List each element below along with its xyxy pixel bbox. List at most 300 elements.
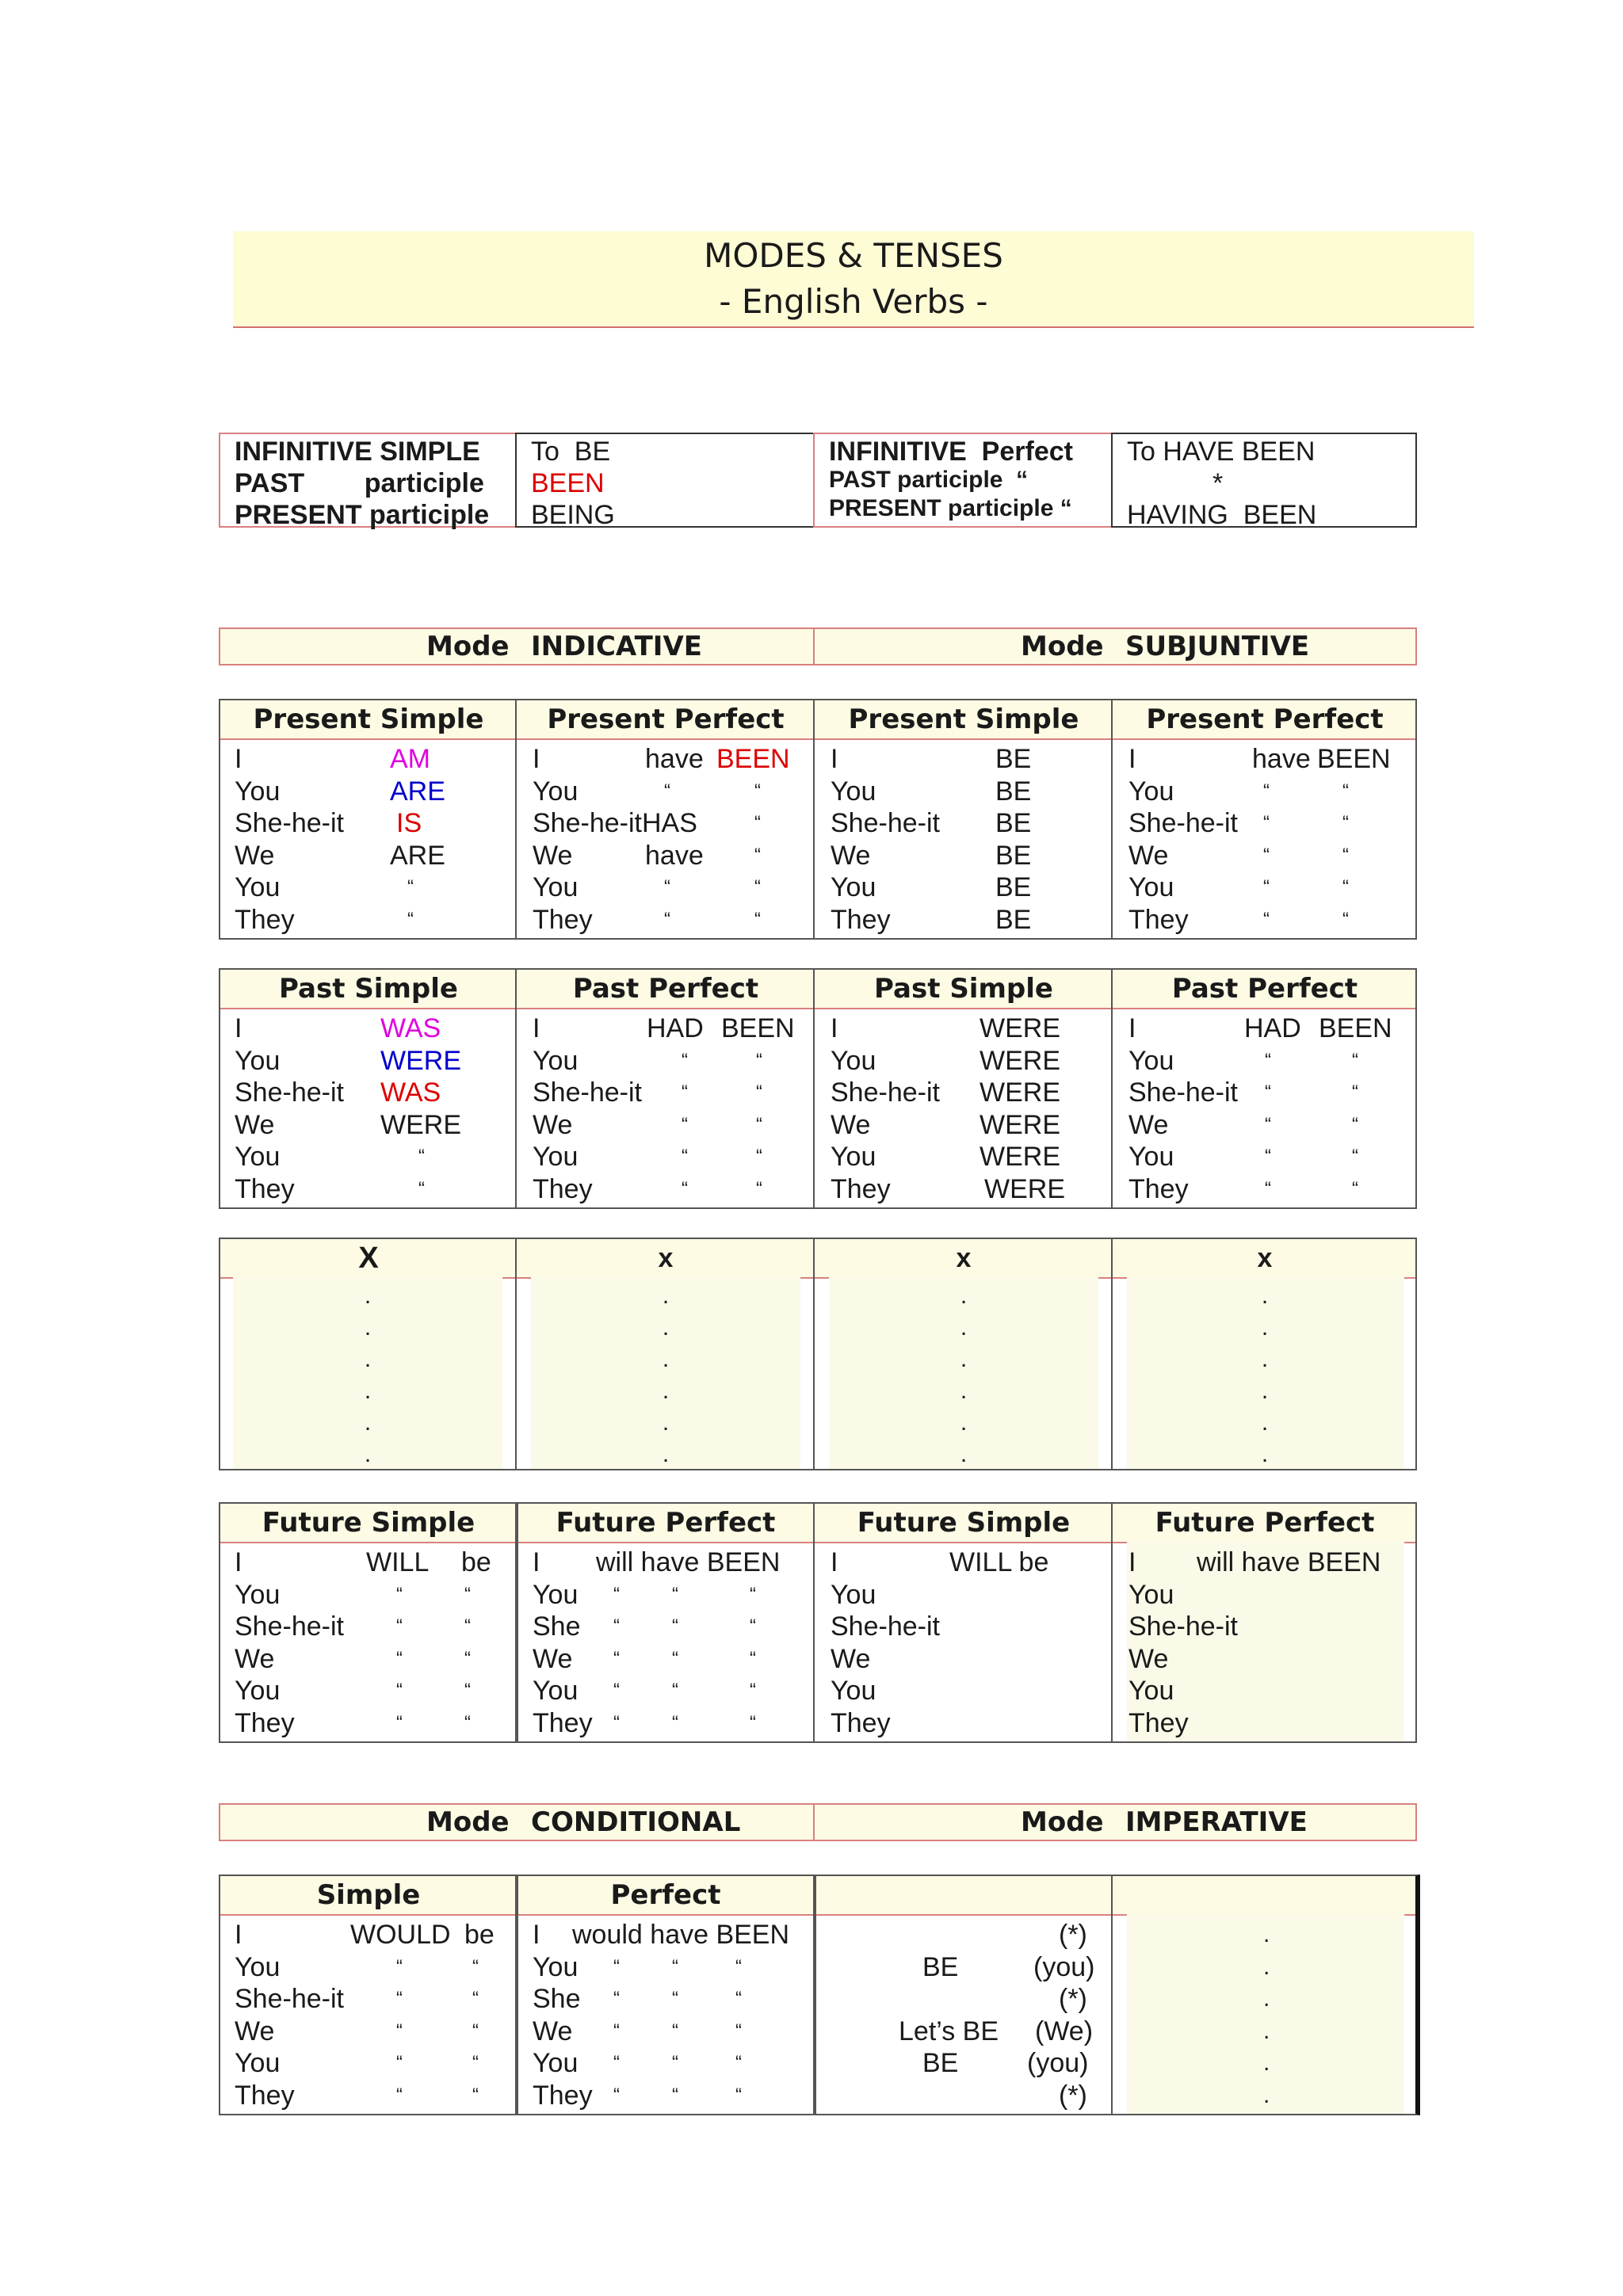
pronoun: They — [831, 1708, 891, 1738]
dot-placeholder: . — [1261, 1378, 1269, 1404]
pronoun: I — [831, 1013, 838, 1043]
verb-present-simple-subj: BE — [995, 840, 1032, 871]
pronoun: We — [235, 840, 275, 871]
table-row — [220, 2016, 1415, 2047]
verb-present-perfect: “ — [754, 844, 761, 866]
pronoun: They — [235, 2081, 295, 2111]
verb-past-perfect: “ — [756, 1113, 762, 1135]
verb-past-simple: WERE — [380, 1045, 461, 1076]
pronoun: She — [533, 1611, 581, 1642]
table-row — [220, 1077, 1415, 1108]
verb-conditional-simple: “ — [472, 2019, 479, 2042]
mode-indicative-name: INDICATIVE — [531, 631, 702, 662]
ditto-mark: “ — [672, 2052, 678, 2074]
ditto-mark: “ — [672, 2084, 678, 2106]
dot-placeholder: . — [662, 1441, 670, 1467]
verb-future-simple: “ — [464, 1583, 471, 1605]
verb-present-perfect-subj: “ — [1342, 780, 1349, 802]
dot-placeholder: . — [364, 1378, 372, 1404]
aux-conditional-simple: “ — [396, 1988, 403, 2010]
verb-present-perfect-subj: “ — [1342, 909, 1349, 930]
dot-placeholder: . — [1263, 1985, 1270, 2012]
aux-past-perfect-subj: “ — [1265, 1081, 1271, 1104]
verb-present-simple: “ — [407, 876, 414, 898]
verb-future-simple: “ — [464, 1615, 471, 1638]
pronoun: They — [533, 905, 593, 935]
ditto-mark: “ — [735, 1988, 742, 2010]
verb-present-simple-subj: BE — [995, 905, 1032, 935]
aux-present-perfect-subj: have — [1252, 744, 1311, 774]
pronoun: We — [533, 2016, 573, 2046]
pronoun: You — [1128, 1579, 1174, 1610]
verb-past-perfect-subj: “ — [1352, 1178, 1358, 1199]
dot-placeholder: . — [960, 1441, 968, 1467]
pronoun: We — [533, 840, 573, 871]
pronoun: You — [831, 1676, 876, 1707]
aux-past-perfect-subj: “ — [1265, 1113, 1271, 1135]
present-tenses-table — [219, 699, 1417, 940]
verb-past-perfect: “ — [756, 1146, 762, 1168]
verb-present-perfect-subj: “ — [1342, 876, 1349, 898]
aux-future-simple: “ — [396, 1680, 403, 1702]
header-past-perfect-indicative: Past Perfect — [572, 973, 759, 1005]
table-row — [220, 807, 1415, 839]
ditto-mark: “ — [672, 1647, 678, 1669]
pronoun: They — [533, 1708, 593, 1738]
pronoun: You — [1128, 776, 1174, 807]
ditto-mark: “ — [750, 1712, 756, 1733]
dot-placeholder: . — [960, 1409, 968, 1436]
aux-conditional-simple: “ — [396, 2019, 403, 2042]
pronoun: I — [831, 744, 838, 774]
verb-conditional-simple: “ — [472, 2084, 479, 2106]
label-past-participle: PAST participle — [235, 468, 484, 498]
pronoun: We — [235, 2016, 275, 2046]
aux-present-perfect-subj: “ — [1263, 876, 1270, 898]
infinitive-perfect-labels — [813, 433, 1113, 528]
verb-future-simple: “ — [464, 1712, 471, 1733]
pronoun: We — [831, 1109, 871, 1140]
ditto-mark: “ — [672, 2019, 678, 2042]
header-past-perfect-subjunctive: Past Perfect — [1171, 973, 1358, 1005]
verb-past-simple-subj: WERE — [980, 1109, 1060, 1140]
table-row — [220, 776, 1415, 807]
dot-placeholder: . — [1261, 1346, 1269, 1372]
conditional-imperative-table — [219, 1875, 1420, 2115]
ditto-mark: “ — [672, 1583, 678, 1605]
verb-past-perfect: “ — [756, 1081, 762, 1104]
dot-placeholder: . — [364, 1314, 372, 1341]
header-present-simple-indicative: Present Simple — [253, 704, 484, 735]
header-present-simple-subjunctive: Present Simple — [848, 704, 1079, 735]
imperative-verb: Let’s BE — [899, 2016, 999, 2046]
value-being: BEING — [531, 500, 615, 530]
aux-past-perfect-subj: “ — [1265, 1146, 1271, 1168]
verb-past-simple-subj: WERE — [984, 1174, 1065, 1204]
ditto-mark: “ — [750, 1680, 756, 1702]
ditto-mark: “ — [672, 1988, 678, 2010]
dot-placeholder: . — [960, 1346, 968, 1372]
header-present-perfect-subjunctive: Present Perfect — [1146, 704, 1384, 735]
imperative-person: (We) — [1035, 2016, 1094, 2046]
pronoun: You — [533, 1951, 579, 1982]
table-row — [220, 1579, 1415, 1611]
verb-past-perfect: BEEN — [721, 1013, 795, 1043]
pronoun: I — [1128, 1013, 1136, 1043]
ditto-mark: “ — [672, 1615, 678, 1638]
value-to-have-been: To HAVE BEEN — [1127, 437, 1316, 467]
pronoun: I — [533, 1547, 540, 1577]
header-x-1: X — [358, 1241, 379, 1275]
dot-placeholder: . — [960, 1283, 968, 1309]
verb-present-perfect: “ — [754, 812, 761, 834]
ditto-mark: “ — [613, 2084, 620, 2106]
ditto-mark: “ — [672, 1680, 678, 1702]
pronoun: We — [1128, 840, 1169, 871]
dot-placeholder: . — [662, 1314, 670, 1341]
pronoun: I — [533, 1013, 540, 1043]
pronoun: I — [235, 1013, 242, 1043]
table-row — [220, 1013, 1415, 1044]
pronoun: You — [831, 776, 876, 807]
verb-past-simple: WAS — [380, 1077, 441, 1108]
pronoun: You — [533, 1142, 579, 1173]
table-row — [220, 743, 1415, 775]
pronoun: They — [831, 1174, 891, 1204]
pronoun: I — [235, 1547, 242, 1577]
pronoun: You — [533, 1045, 579, 1076]
mode-word: Mode — [426, 631, 510, 662]
pronoun: We — [831, 1643, 871, 1674]
ditto-mark: “ — [735, 2084, 742, 2106]
pronoun: We — [1128, 1109, 1169, 1140]
header-conditional-perfect: Perfect — [610, 1879, 721, 1911]
table-row — [220, 1707, 1415, 1739]
aux-conditional-simple: “ — [396, 2052, 403, 2074]
table-row — [220, 1675, 1415, 1707]
aux-past-perfect-subj: HAD — [1244, 1013, 1301, 1043]
aux-past-perfect: “ — [682, 1081, 688, 1104]
imperative-verb: BE — [922, 2048, 959, 2079]
verb-present-perfect: BEEN — [716, 744, 790, 774]
table-row — [220, 1173, 1415, 1205]
pronoun: You — [235, 1951, 281, 1982]
verb-present-simple-subj: BE — [995, 776, 1032, 807]
dot-placeholder: . — [960, 1314, 968, 1341]
table-row — [220, 871, 1415, 903]
dot-placeholder: . — [1263, 1953, 1270, 1980]
dot-placeholder: . — [1263, 2050, 1270, 2077]
label-past-participle-perfect: PAST participle “ — [829, 467, 1029, 493]
header-past-simple-indicative: Past Simple — [279, 973, 458, 1005]
aux-past-perfect-subj: “ — [1265, 1049, 1271, 1071]
verb-past-perfect-subj: BEEN — [1319, 1013, 1392, 1043]
verb-past-simple: “ — [418, 1146, 425, 1168]
infinitive-simple-labels — [219, 433, 517, 528]
ditto-mark: “ — [613, 1712, 620, 1733]
ditto-mark: “ — [672, 1955, 678, 1978]
verb-present-perfect-subj: BEEN — [1317, 744, 1391, 774]
pronoun: You — [831, 1142, 876, 1173]
verb-past-perfect-subj: “ — [1352, 1146, 1358, 1168]
imperative-person: (you) — [1027, 2048, 1089, 2079]
verb-present-simple: ARE — [390, 840, 445, 871]
mode-imperative-bar — [813, 1803, 1417, 1841]
aux-past-perfect: “ — [682, 1146, 688, 1168]
pronoun: You — [1128, 1045, 1174, 1076]
label-present-participle-perfect: PRESENT participle “ — [829, 495, 1072, 521]
imperative-verb: BE — [922, 1951, 959, 1982]
pronoun: You — [831, 872, 876, 903]
header-future-simple-indicative: Future Simple — [262, 1507, 475, 1539]
pronoun: I — [1128, 744, 1136, 774]
pronoun: They — [1128, 905, 1189, 935]
verb-past-perfect: “ — [756, 1178, 762, 1199]
mode-word: Mode — [1021, 1806, 1104, 1838]
page-title: MODES & TENSES — [704, 236, 1003, 275]
label-infinitive-simple: INFINITIVE SIMPLE — [235, 437, 480, 467]
mode-word: Mode — [1021, 631, 1104, 662]
verb-past-perfect-subj: “ — [1352, 1113, 1358, 1135]
aux-present-perfect-subj: “ — [1263, 812, 1270, 834]
aux-conditional-simple: “ — [396, 2084, 403, 2106]
mode-indicative-bar — [219, 627, 815, 666]
aux-present-perfect: HAS — [642, 808, 697, 839]
mode-conditional-name: CONDITIONAL — [531, 1806, 741, 1838]
verb-conditional-simple: “ — [472, 1988, 479, 2010]
verb-past-simple-subj: WERE — [980, 1013, 1060, 1043]
ditto-mark: “ — [750, 1583, 756, 1605]
dot-placeholder: . — [960, 1378, 968, 1404]
ditto-mark: “ — [613, 1647, 620, 1669]
verb-future-perfect-subj: will have BEEN — [1197, 1547, 1381, 1577]
ditto-mark: “ — [613, 1955, 620, 1978]
pronoun: They — [235, 905, 295, 935]
infinitive-simple-values — [515, 433, 815, 528]
dot-placeholder: . — [662, 1409, 670, 1436]
verb-past-simple-subj: WERE — [980, 1142, 1060, 1173]
imperative-person: (*) — [1059, 1984, 1087, 2015]
aux-conditional-simple: “ — [396, 1955, 403, 1978]
dot-placeholder: . — [662, 1346, 670, 1372]
pronoun: You — [235, 1579, 281, 1610]
verb-past-perfect-subj: “ — [1352, 1049, 1358, 1071]
verb-conditional-simple: be — [464, 1920, 495, 1950]
verb-present-simple: “ — [407, 909, 414, 930]
mode-imperative-name: IMPERATIVE — [1125, 1806, 1308, 1838]
pronoun: They — [831, 905, 891, 935]
pronoun: You — [533, 1676, 579, 1707]
pronoun: We — [235, 1109, 275, 1140]
pronoun: I — [235, 744, 242, 774]
verb-future-simple: “ — [464, 1680, 471, 1702]
verb-past-perfect-subj: “ — [1352, 1081, 1358, 1104]
verb-present-simple: AM — [390, 744, 430, 774]
aux-present-perfect: have — [645, 744, 704, 774]
aux-past-perfect-subj: “ — [1265, 1178, 1271, 1199]
aux-future-simple: “ — [396, 1647, 403, 1669]
header-future-simple-subjunctive: Future Simple — [857, 1507, 1071, 1539]
table-row — [220, 1611, 1415, 1642]
table-row — [220, 904, 1415, 936]
pronoun: She-he-it — [533, 1077, 642, 1108]
aux-past-perfect: “ — [682, 1113, 688, 1135]
pronoun: You — [235, 1676, 281, 1707]
pronoun: She-he-it — [1128, 1077, 1238, 1108]
dot-placeholder: . — [1263, 2082, 1270, 2108]
aux-present-perfect-subj: “ — [1263, 909, 1270, 930]
pronoun: She-he-it — [235, 808, 344, 839]
verb-future-simple-subj: WILL be — [949, 1547, 1049, 1577]
table-row — [220, 1983, 1415, 2015]
aux-past-perfect: “ — [682, 1178, 688, 1199]
pronoun: She-he-it — [1128, 1611, 1238, 1642]
aux-past-perfect: “ — [682, 1049, 688, 1071]
aux-future-simple: “ — [396, 1712, 403, 1733]
table-row — [220, 1919, 1415, 1951]
header-past-simple-subjunctive: Past Simple — [874, 973, 1053, 1005]
pronoun: I — [1128, 1547, 1136, 1577]
verb-future-simple: be — [461, 1547, 491, 1577]
pronoun: You — [533, 1579, 579, 1610]
dot-placeholder: . — [662, 1283, 670, 1309]
verb-future-perfect: will have BEEN — [596, 1547, 781, 1577]
pronoun: We — [533, 1643, 573, 1674]
pronoun: We — [533, 1109, 573, 1140]
table-row — [220, 1109, 1415, 1141]
dot-placeholder: . — [364, 1283, 372, 1309]
pronoun: They — [1128, 1708, 1189, 1738]
dot-placeholder: . — [364, 1441, 372, 1467]
header-future-perfect-subjunctive: Future Perfect — [1155, 1507, 1375, 1539]
verb-present-simple: ARE — [390, 776, 445, 807]
table-row — [220, 1643, 1415, 1675]
ditto-mark: “ — [735, 2019, 742, 2042]
label-present-participle: PRESENT participle — [235, 500, 490, 530]
verb-present-perfect-subj: “ — [1342, 812, 1349, 834]
ditto-mark: “ — [613, 1680, 620, 1702]
dot-placeholder: . — [1261, 1283, 1269, 1309]
pronoun: She-he-it — [831, 1611, 940, 1642]
pronoun: You — [533, 2048, 579, 2079]
table-row — [220, 840, 1415, 871]
value-to-be: To BE — [531, 437, 611, 467]
header-conditional-simple: Simple — [316, 1879, 421, 1911]
aux-present-perfect: “ — [664, 780, 670, 802]
dot-placeholder: . — [1263, 2017, 1270, 2044]
page-title-banner — [233, 231, 1474, 328]
ditto-mark: “ — [735, 2052, 742, 2074]
ditto-mark: “ — [735, 1955, 742, 1978]
pronoun: You — [533, 776, 579, 807]
pronoun: I — [235, 1920, 242, 1950]
verb-past-simple: “ — [418, 1178, 425, 1199]
verb-past-perfect: “ — [756, 1049, 762, 1071]
verb-present-simple-subj: BE — [995, 872, 1032, 903]
mode-conditional-bar — [219, 1803, 815, 1841]
mode-subjunctive-name: SUBJUNTIVE — [1125, 631, 1310, 662]
pronoun: You — [235, 2048, 281, 2079]
pronoun: You — [235, 776, 281, 807]
dot-placeholder: . — [1263, 1921, 1270, 1947]
verb-present-perfect: “ — [754, 876, 761, 898]
aux-present-perfect: have — [645, 840, 704, 871]
value-asterisk: * — [1212, 468, 1224, 498]
pronoun: She-he-it — [235, 1984, 344, 2015]
table-row — [220, 2080, 1415, 2111]
value-having-been: HAVING BEEN — [1127, 500, 1317, 530]
pronoun: We — [235, 1643, 275, 1674]
pronoun: She-he-it — [235, 1611, 344, 1642]
dot-placeholder: . — [364, 1346, 372, 1372]
verb-present-perfect: “ — [754, 909, 761, 930]
imperative-person: (you) — [1033, 1951, 1095, 1982]
aux-future-simple: WILL — [366, 1547, 430, 1577]
verb-conditional-simple: “ — [472, 1955, 479, 1978]
pronoun: You — [1128, 872, 1174, 903]
aux-present-perfect: “ — [664, 909, 670, 930]
header-present-perfect-indicative: Present Perfect — [547, 704, 785, 735]
verb-conditional-simple: “ — [472, 2052, 479, 2074]
aux-present-perfect-subj: “ — [1263, 780, 1270, 802]
header-x-3: x — [956, 1243, 972, 1273]
ditto-mark: “ — [613, 2052, 620, 2074]
pronoun: She-he-it — [831, 808, 940, 839]
ditto-mark: “ — [672, 1712, 678, 1733]
imperative-person: (*) — [1059, 1920, 1087, 1950]
table-row — [220, 1951, 1415, 1983]
verb-present-simple-subj: BE — [995, 808, 1032, 839]
pronoun: She — [533, 1984, 581, 2015]
pronoun: You — [235, 872, 281, 903]
label-infinitive-perfect: INFINITIVE Perfect — [829, 437, 1073, 467]
pronoun: You — [1128, 1676, 1174, 1707]
verb-past-simple: WERE — [380, 1109, 461, 1140]
pronoun: You — [235, 1142, 281, 1173]
ditto-mark: “ — [613, 1988, 620, 2010]
pronoun: We — [831, 840, 871, 871]
aux-past-perfect: HAD — [647, 1013, 704, 1043]
table-row — [220, 1141, 1415, 1173]
verb-past-simple-subj: WERE — [980, 1045, 1060, 1076]
aux-future-simple: “ — [396, 1615, 403, 1638]
aux-future-simple: “ — [396, 1583, 403, 1605]
past-tenses-table — [219, 968, 1417, 1209]
pronoun: They — [533, 2081, 593, 2111]
dot-placeholder: . — [1261, 1409, 1269, 1436]
dot-placeholder: . — [662, 1378, 670, 1404]
pronoun: They — [235, 1174, 295, 1204]
value-been: BEEN — [531, 468, 605, 498]
pronoun: I — [831, 1547, 838, 1577]
header-x-2: x — [658, 1243, 674, 1273]
table-row — [220, 1045, 1415, 1077]
verb-conditional-perfect: would have BEEN — [572, 1920, 790, 1950]
ditto-mark: “ — [750, 1615, 756, 1638]
pronoun: I — [533, 744, 540, 774]
verb-past-simple-subj: WERE — [980, 1077, 1060, 1108]
pronoun: You — [533, 872, 579, 903]
pronoun: We — [1128, 1643, 1169, 1674]
pronoun: You — [1128, 1142, 1174, 1173]
pronoun: You — [831, 1579, 876, 1610]
verb-present-perfect: “ — [754, 780, 761, 802]
imperative-person: (*) — [1059, 2081, 1087, 2111]
pronoun: They — [235, 1708, 295, 1738]
mode-subjunctive-bar — [813, 627, 1417, 666]
pronoun: She-he-it — [1128, 808, 1238, 839]
ditto-mark: “ — [613, 1615, 620, 1638]
